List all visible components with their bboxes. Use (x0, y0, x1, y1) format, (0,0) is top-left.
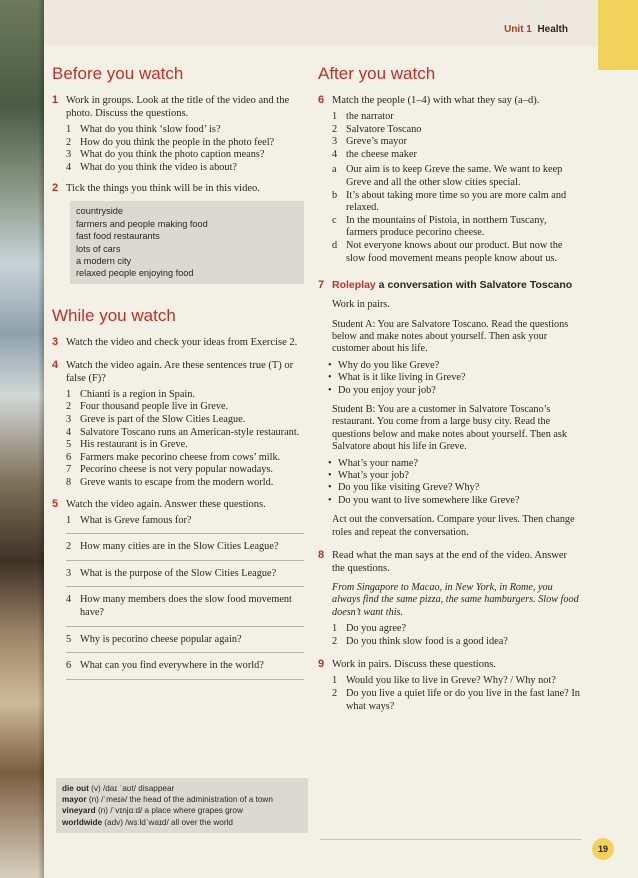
item-number: 3 (332, 136, 338, 148)
item-number: 5 (66, 439, 72, 451)
while-heading: While you watch (52, 305, 176, 325)
item-number: c (332, 214, 337, 226)
item-number: 4 (66, 161, 72, 173)
list-item (66, 452, 304, 465)
item-number: 3 (66, 567, 72, 579)
item-number: 6 (66, 660, 72, 672)
list-item (66, 124, 304, 137)
item-number: 2 (66, 401, 72, 413)
list-item: • What’s your job? (338, 470, 580, 482)
list-item (66, 137, 304, 150)
list-item: countryside (76, 206, 123, 217)
list-item (332, 111, 580, 124)
item-number: a (332, 164, 337, 176)
item-text: What do you think the photo caption means? (80, 149, 265, 161)
exercise-4-list (66, 389, 304, 490)
item-text: What do you think ‘slow food’ is? (80, 124, 221, 135)
list-item (66, 162, 304, 175)
footer-rule (320, 839, 582, 840)
item-text: Pecorino cheese is not very popular nowadays. (80, 464, 274, 476)
item-number: 3 (66, 149, 72, 161)
glossary-definition: (v) /daɪ ˈaʊt/ disappear (88, 784, 175, 793)
top-bar (44, 0, 638, 46)
item-number: 1 (66, 388, 72, 400)
list-item (66, 568, 304, 588)
item-text: Not everyone knows about our product. But now the slow food movement means people know about us. (346, 239, 563, 264)
list-item (66, 634, 304, 654)
item-text: Our aim is to keep Greve the same. We want to keep Greve and all the other slow cities special. (346, 164, 563, 188)
item-number: 7 (66, 464, 72, 476)
item-text: How many cities are in the Slow Cities League? (80, 541, 279, 553)
list-item (332, 623, 580, 636)
item-text: Do you think slow food is a good idea? (346, 635, 508, 647)
unit-label: Unit 1 Health (504, 24, 568, 35)
glossary-entry (62, 817, 302, 828)
exercise-3: 3 Watch the video and check your ideas from Exercise 2. (52, 335, 298, 348)
list-item (332, 164, 580, 189)
item-text: Salvatore Toscano (346, 123, 422, 135)
item-text: the narrator (346, 111, 394, 122)
item-number: 2 (332, 688, 338, 700)
item-number: 1 (332, 675, 338, 687)
left-photo-strip (0, 0, 44, 878)
item-number: 1 (332, 623, 338, 635)
before-heading: Before you watch (52, 64, 184, 83)
left-column (52, 64, 304, 687)
list-item (66, 541, 304, 561)
right-column (318, 64, 580, 713)
exercise-2-box (70, 201, 304, 283)
exercise-8: 8 Read what the man says at the end of the video. Answer the questions. (318, 549, 568, 575)
list-item: a modern city (76, 256, 132, 266)
item-text: What is Greve famous for? (80, 514, 192, 526)
glossary-definition: (adv) /wɜːldˈwaɪd/ all over the world (102, 817, 233, 827)
ex7-student-b: Student B: You are a customer in Salvatore Toscano’s restaurant. You come from a large busy city. Read the questions below and make notes about yourself. Then ask Salvatore about his life in Greve. (332, 403, 567, 453)
glossary-entry (62, 805, 302, 816)
exercise-6: 6 Match the people (1–4) with what they say (a–d). (318, 94, 540, 106)
item-text: Greve is part of the Slow Cities League. (80, 414, 246, 425)
exercise-9: 9 Work in pairs. Discuss these questions. (318, 658, 496, 671)
item-text: In the mountains of Pistoia, in northern Tuscany, farmers produce pecorino cheese. (346, 214, 547, 239)
item-text: It’s about taking more time so you are more calm and relaxed. (346, 189, 567, 214)
ex7-b-questions (338, 458, 580, 508)
item-text: What can you find everywhere in the world? (80, 660, 264, 672)
list-item (66, 439, 304, 452)
item-number: 1 (66, 514, 72, 526)
item-text: What do you think the video is about? (80, 161, 237, 173)
item-text: the cheese maker (346, 148, 417, 160)
item-number: 1 (332, 111, 338, 122)
exercise-7: 7 Roleplay a conversation with Salvatore Toscano (318, 279, 573, 292)
item-text: Chianti is a region in Spain. (80, 388, 195, 400)
item-number: 1 (66, 124, 72, 135)
item-number: 4 (66, 426, 72, 438)
list-item: farmers and people making food (76, 218, 208, 229)
list-item (66, 660, 304, 680)
list-item (66, 427, 304, 440)
glossary-definition: (n) /ˈvɪnjɑːd/ a place where grapes grow (95, 806, 243, 816)
exercise-5-list (66, 515, 304, 680)
list-item (66, 515, 304, 535)
item-text: Do you live a quiet life or do you live in the fast lane? In what ways? (346, 688, 580, 712)
list-item: • Why do you like Greve? (338, 360, 580, 372)
item-text: Greve wants to escape from the modern world. (80, 476, 274, 488)
item-number: 4 (66, 594, 72, 606)
item-text: Do you agree? (346, 623, 407, 635)
ex7-student-a: Student A: You are Salvatore Toscano. Read the questions below and make notes about yourself. Then ask your customer about his life. (332, 318, 569, 355)
item-text: How do you think the people in the photo feel? (80, 136, 275, 148)
list-item: • Do you enjoy your job? (338, 385, 580, 397)
item-text: Would you like to live in Greve? Why? / Why not? (346, 675, 556, 687)
item-number: 3 (66, 414, 72, 425)
glossary-entry (62, 783, 302, 794)
list-item (66, 464, 304, 477)
glossary-word: die out (62, 784, 89, 793)
page-number: 19 (592, 838, 614, 860)
list-item: • What’s your name? (338, 458, 580, 470)
exercise-1: 1 Work in groups. Look at the title of the video and the photo. Discuss the questions. (52, 94, 290, 119)
list-item: lots of cars (76, 243, 121, 254)
list-item (332, 636, 580, 649)
item-text: How many members does the slow food movement have? (80, 594, 292, 618)
glossary-word: mayor (62, 795, 87, 805)
list-item (66, 477, 304, 490)
item-number: 2 (332, 123, 338, 135)
item-text: Farmers make pecorino cheese from cows’ milk. (80, 451, 281, 463)
list-item (332, 190, 580, 215)
item-text: Greve’s mayor (346, 136, 407, 148)
item-number: 2 (66, 541, 72, 553)
item-number: 2 (66, 136, 72, 148)
list-item: fast food restaurants (76, 231, 160, 242)
exercise-9-list (332, 675, 580, 713)
ex8-quote: From Singapore to Macao, in New York, in Rome, you always find the same pizza, the same hamburgers. Slow food doesn’t want this. (332, 582, 579, 618)
list-item (66, 149, 304, 162)
exercise-4: 4 Watch the video again. Are these sentences true (T) or false (F)? (52, 358, 294, 384)
item-text: Why is pecorino cheese popular again? (80, 633, 242, 645)
item-number: 2 (332, 635, 338, 647)
exercise-6-quotes (332, 164, 580, 265)
list-item (332, 240, 580, 265)
item-number: 6 (66, 451, 72, 463)
item-text: Salvatore Toscano runs an American-style restaurant. (80, 426, 300, 438)
after-heading: After you watch (318, 64, 436, 83)
item-number: 5 (66, 633, 72, 645)
list-item (332, 149, 580, 162)
list-item (66, 401, 304, 414)
item-text: What is the purpose of the Slow Cities League? (80, 567, 277, 579)
list-item: relaxed people enjoying food (76, 268, 194, 279)
item-text: Four thousand people live in Greve. (80, 401, 229, 413)
item-number: 4 (332, 148, 338, 160)
list-item (66, 389, 304, 402)
list-item (332, 688, 580, 713)
list-item (66, 594, 304, 626)
unit-tab (598, 0, 638, 70)
exercise-8-list (332, 623, 580, 648)
list-item (332, 136, 580, 149)
item-number: 8 (66, 476, 72, 488)
glossary-word: worldwide (62, 817, 103, 827)
ex7-act-out: Act out the conversation. Compare your lives. Then change roles and repeat the conversation. (332, 514, 575, 538)
glossary-word: vineyard (62, 806, 96, 816)
glossary-definition: (n) /ˈmeɪə/ the head of the administration of a town (86, 795, 273, 805)
item-number: b (332, 189, 338, 201)
glossary-box (56, 778, 308, 833)
exercise-1-list (66, 124, 304, 174)
list-item: • What is it like living in Greve? (338, 372, 580, 384)
glossary-entry (62, 794, 302, 805)
list-item: • Do you like visiting Greve? Why? (338, 482, 580, 494)
ex7-a-questions (338, 360, 580, 397)
list-item (332, 675, 580, 688)
item-number: d (332, 239, 338, 251)
exercise-6-people (332, 111, 580, 161)
list-item (66, 414, 304, 427)
ex7-work: Work in pairs. (332, 299, 390, 311)
exercise-5: 5 Watch the video again. Answer these questions. (52, 497, 266, 510)
list-item (332, 215, 580, 240)
list-item (332, 124, 580, 137)
exercise-2: 2 Tick the things you think will be in this video. (52, 182, 260, 195)
item-text: His restaurant is in Greve. (80, 439, 188, 451)
list-item: • Do you want to live somewhere like Greve? (338, 495, 580, 507)
